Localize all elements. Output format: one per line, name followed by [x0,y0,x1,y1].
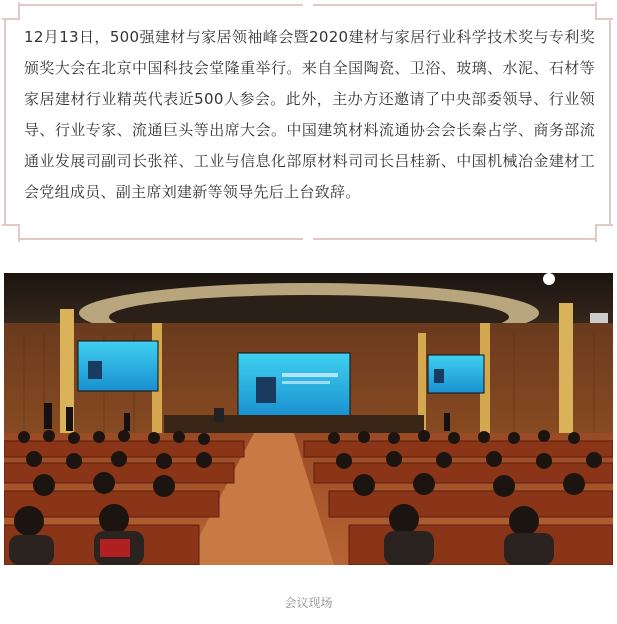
conference-hall-illustration [4,273,613,565]
quote-box [4,4,611,240]
corner-decoration [595,2,613,20]
corner-decoration [2,224,20,242]
frame-gap [303,2,313,6]
frame-gap [303,238,313,242]
conference-photo [4,273,613,565]
photo-caption: 会议现场 [284,596,333,610]
corner-decoration [2,2,20,20]
article-paragraph: 12月13日，500强建材与家居领袖峰会暨2020建材与家居行业科学技术奖与专利奖颁奖大会在北京中国科技会堂隆重举行。来自全国陶瓷、卫浴、玻璃、水泥、石材等家居建材行业精英代表近500人参会。此外，主办方还邀请了中央部委领导、行业领导、行业专家、流通巨头等出席大会。中国建筑材料流通协会会长秦占学、商务部流通业发展司副司长张祥、工业与信息化部原材料司司长吕桂新、中国机械冶金建材工会党组成员、副主席刘建新等领导先后上台致辞。 [24,28,595,201]
corner-decoration [595,224,613,242]
